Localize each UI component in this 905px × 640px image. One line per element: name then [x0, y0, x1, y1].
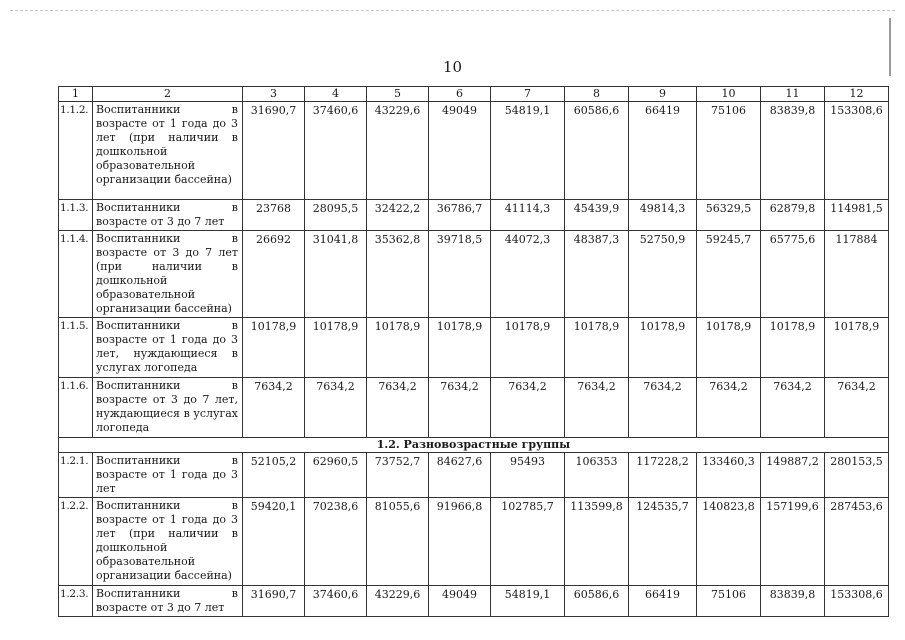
cell-value: 106353	[565, 453, 629, 498]
row-description: Воспитанники в возрасте от 1 года до 3 лет (при наличии в дошкольной образовательной организации бассейна)	[93, 498, 243, 586]
cell-value: 7634,2	[825, 378, 889, 438]
cell-value: 65775,6	[761, 231, 825, 318]
cell-value: 7634,2	[367, 378, 429, 438]
cell-value: 37460,6	[305, 102, 367, 200]
cell-value: 10178,9	[367, 318, 429, 378]
table-row	[59, 102, 889, 200]
cell-value: 7634,2	[697, 378, 761, 438]
cell-value: 10178,9	[761, 318, 825, 378]
table-row	[59, 231, 889, 318]
column-header: 3	[243, 87, 305, 102]
cell-value: 59420,1	[243, 498, 305, 586]
row-description: Воспитанники в возрасте от 1 года до 3 лет (при наличии в дошкольной образовательной организации бассейна)	[93, 102, 243, 200]
cell-value: 113599,8	[565, 498, 629, 586]
cell-value: 117884	[825, 231, 889, 318]
cell-value: 75106	[697, 586, 761, 617]
cell-value: 7634,2	[305, 378, 367, 438]
cell-value: 10178,9	[491, 318, 565, 378]
cell-value: 10178,9	[305, 318, 367, 378]
cell-value: 36786,7	[429, 200, 491, 231]
cell-value: 44072,3	[491, 231, 565, 318]
cell-value: 52750,9	[629, 231, 697, 318]
cell-value: 95493	[491, 453, 565, 498]
cell-value: 45439,9	[565, 200, 629, 231]
row-code: 1.1.4.	[59, 231, 93, 318]
cell-value: 49049	[429, 586, 491, 617]
row-code: 1.1.3.	[59, 200, 93, 231]
column-header: 2	[93, 87, 243, 102]
cell-value: 31690,7	[243, 586, 305, 617]
cell-value: 59245,7	[697, 231, 761, 318]
row-code: 1.2.2.	[59, 498, 93, 586]
cell-value: 39718,5	[429, 231, 491, 318]
row-code: 1.1.6.	[59, 378, 93, 438]
cell-value: 31690,7	[243, 102, 305, 200]
cell-value: 49814,3	[629, 200, 697, 231]
cell-value: 7634,2	[491, 378, 565, 438]
row-description: Воспитанники в возрасте от 1 года до 3 лет, нуждающиеся в услугах логопеда	[93, 318, 243, 378]
column-header: 7	[491, 87, 565, 102]
cell-value: 10178,9	[243, 318, 305, 378]
cell-value: 54819,1	[491, 586, 565, 617]
cell-value: 62879,8	[761, 200, 825, 231]
cell-value: 81055,6	[367, 498, 429, 586]
cell-value: 84627,6	[429, 453, 491, 498]
cell-value: 26692	[243, 231, 305, 318]
cell-value: 10178,9	[825, 318, 889, 378]
row-description: Воспитанники в возрасте от 3 до 7 лет (при наличии в дошкольной образовательной организации бассейна)	[93, 231, 243, 318]
cell-value: 7634,2	[629, 378, 697, 438]
table-row	[59, 586, 889, 617]
section-title: 1.2. Разновозрастные группы	[59, 438, 889, 453]
column-header: 6	[429, 87, 491, 102]
table-row	[59, 200, 889, 231]
row-description: Воспитанники в возрасте от 3 до 7 лет	[93, 586, 243, 617]
cell-value: 75106	[697, 102, 761, 200]
cell-value: 37460,6	[305, 586, 367, 617]
cell-value: 62960,5	[305, 453, 367, 498]
cell-value: 83839,8	[761, 586, 825, 617]
row-description: Воспитанники в возрасте от 3 до 7 лет, нуждающиеся в услугах логопеда	[93, 378, 243, 438]
row-description: Воспитанники в возрасте от 3 до 7 лет	[93, 200, 243, 231]
scan-edge-top	[10, 10, 895, 11]
cell-value: 114981,5	[825, 200, 889, 231]
cell-value: 7634,2	[243, 378, 305, 438]
page-number: 10	[442, 58, 463, 76]
cell-value: 10178,9	[629, 318, 697, 378]
cell-value: 52105,2	[243, 453, 305, 498]
section-row	[59, 438, 889, 453]
cell-value: 54819,1	[491, 102, 565, 200]
column-header: 1	[59, 87, 93, 102]
column-header: 9	[629, 87, 697, 102]
cell-value: 41114,3	[491, 200, 565, 231]
cell-value: 153308,6	[825, 586, 889, 617]
cell-value: 140823,8	[697, 498, 761, 586]
tariff-table	[58, 86, 889, 617]
cell-value: 7634,2	[761, 378, 825, 438]
cell-value: 83839,8	[761, 102, 825, 200]
cell-value: 32422,2	[367, 200, 429, 231]
table-row	[59, 378, 889, 438]
cell-value: 7634,2	[429, 378, 491, 438]
cell-value: 31041,8	[305, 231, 367, 318]
row-description: Воспитанники в возрасте от 1 года до 3 лет	[93, 453, 243, 498]
cell-value: 43229,6	[367, 586, 429, 617]
cell-value: 157199,6	[761, 498, 825, 586]
row-code: 1.1.2.	[59, 102, 93, 200]
table-header-row	[59, 87, 889, 102]
cell-value: 91966,8	[429, 498, 491, 586]
cell-value: 149887,2	[761, 453, 825, 498]
cell-value: 280153,5	[825, 453, 889, 498]
column-header: 10	[697, 87, 761, 102]
cell-value: 56329,5	[697, 200, 761, 231]
row-code: 1.2.3.	[59, 586, 93, 617]
cell-value: 153308,6	[825, 102, 889, 200]
cell-value: 66419	[629, 102, 697, 200]
table-row	[59, 453, 889, 498]
cell-value: 28095,5	[305, 200, 367, 231]
cell-value: 133460,3	[697, 453, 761, 498]
cell-value: 43229,6	[367, 102, 429, 200]
column-header: 8	[565, 87, 629, 102]
cell-value: 10178,9	[565, 318, 629, 378]
cell-value: 287453,6	[825, 498, 889, 586]
column-header: 11	[761, 87, 825, 102]
cell-value: 7634,2	[565, 378, 629, 438]
row-code: 1.1.5.	[59, 318, 93, 378]
cell-value: 35362,8	[367, 231, 429, 318]
cell-value: 60586,6	[565, 102, 629, 200]
cell-value: 23768	[243, 200, 305, 231]
row-code: 1.2.1.	[59, 453, 93, 498]
cell-value: 60586,6	[565, 586, 629, 617]
column-header: 4	[305, 87, 367, 102]
cell-value: 73752,7	[367, 453, 429, 498]
cell-value: 48387,3	[565, 231, 629, 318]
column-header: 5	[367, 87, 429, 102]
cell-value: 10178,9	[429, 318, 491, 378]
cell-value: 66419	[629, 586, 697, 617]
table-row	[59, 498, 889, 586]
cell-value: 10178,9	[697, 318, 761, 378]
cell-value: 117228,2	[629, 453, 697, 498]
cell-value: 124535,7	[629, 498, 697, 586]
table-row	[59, 318, 889, 378]
cell-value: 102785,7	[491, 498, 565, 586]
cell-value: 49049	[429, 102, 491, 200]
cell-value: 70238,6	[305, 498, 367, 586]
column-header: 12	[825, 87, 889, 102]
